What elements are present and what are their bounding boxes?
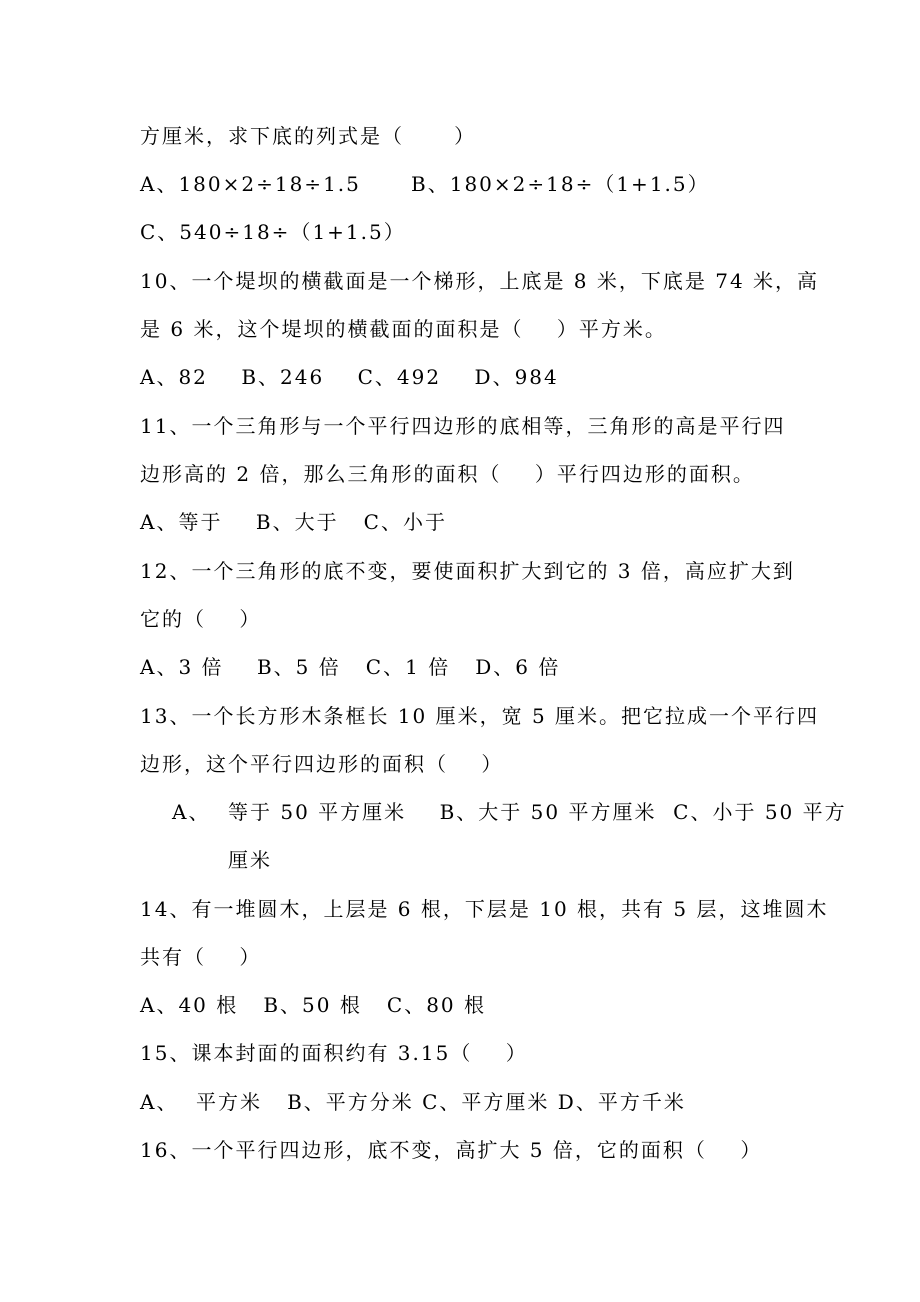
q14-text-line1: 14、有一堆圆木，上层是 6 根，下层是 10 根，共有 5 层，这堆圆木 [140,897,829,921]
q16-text: 16、一个平行四边形，底不变，高扩大 5 倍，它的面积（ ） [140,1138,763,1162]
q9-options-ab: A、180×2÷18÷1.5 B、180×2÷18÷（1+1.5） [140,172,710,196]
q15-option-label: A、 [140,1090,179,1114]
q14-options: A、40 根 B、50 根 C、80 根 [140,993,487,1017]
q10-text-line2: 是 6 米，这个堤坝的横截面的面积是（ ）平方米。 [140,317,667,341]
q13-text-line2: 边形，这个平行四边形的面积（ ） [140,752,504,776]
q10-text-line1: 10、一个堤坝的横截面是一个梯形，上底是 8 米，下底是 74 米，高 [140,269,820,293]
q9-option-c: C、540÷18÷（1+1.5） [140,220,406,244]
q13-option-label: A、 [172,800,211,824]
q14-text-line2: 共有（ ） [140,945,262,969]
q11-text-line1: 11、一个三角形与一个平行四边形的底相等，三角形的高是平行四 [140,414,786,438]
q9-continuation: 方厘米，求下底的列式是（ ） [140,124,477,148]
q10-options: A、82 B、246 C、492 D、984 [140,365,559,389]
q12-text-line1: 12、一个三角形的底不变，要使面积扩大到它的 3 倍，高应扩大到 [140,559,795,583]
q13-options-line1: 等于 50 平方厘米 B、大于 50 平方厘米 C、小于 50 平方 [228,800,847,824]
q12-text-line2: 它的（ ） [140,607,262,631]
q15-text: 15、课本封面的面积约有 3.15（ ） [140,1041,528,1065]
q12-options: A、3 倍 B、5 倍 C、1 倍 D、6 倍 [140,655,561,679]
q13-options-line2: 厘米 [228,848,272,872]
q13-text-line1: 13、一个长方形木条框长 10 厘米，宽 5 厘米。把它拉成一个平行四 [140,704,820,728]
q11-text-line2: 边形高的 2 倍，那么三角形的面积（ ）平行四边形的面积。 [140,462,755,486]
q15-options: 平方米 B、平方分米 C、平方厘米 D、平方千米 [196,1090,686,1114]
q11-options: A、等于 B、大于 C、小于 [140,510,447,534]
